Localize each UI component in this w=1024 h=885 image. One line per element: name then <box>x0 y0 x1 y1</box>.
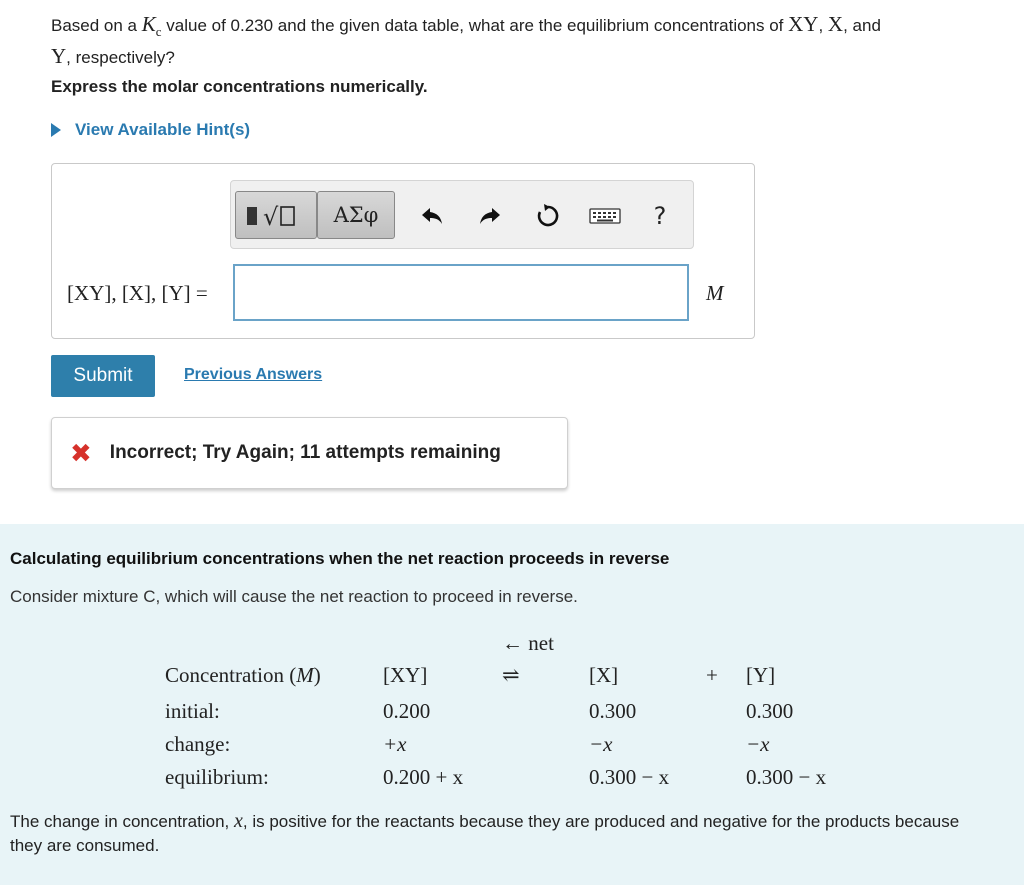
answer-unit: M <box>706 281 724 305</box>
answer-input[interactable] <box>233 264 689 321</box>
question-prefix: Based on a <box>51 16 142 35</box>
row-change-label: change: <box>165 732 231 756</box>
help-button[interactable]: ? <box>653 202 667 230</box>
header-y: [Y] <box>746 663 776 687</box>
row-initial-x: 0.300 <box>589 699 637 723</box>
row-initial-xy: 0.200 <box>383 699 431 723</box>
row-equilibrium-x: 0.300 − x <box>589 765 670 789</box>
kc-symbol: $K_c$ <box>141 12 162 40</box>
question-text: Based on a $K_c$ value of 0.230 and the given data table, what are the equilibrium concentrations of XY, X, and Y, respectively? <box>51 12 881 69</box>
question-mid: value of 0.230 and the given data table, what are the equilibrium concentrations of <box>161 16 789 35</box>
reset-icon[interactable] <box>531 199 565 233</box>
header-xy: [XY] <box>383 663 428 687</box>
hint-label: View Available Hint(s) <box>75 120 251 139</box>
instruction-text: Express the molar concentrations numerically. <box>51 77 428 96</box>
row-equilibrium-xy: 0.200 + x <box>383 765 464 789</box>
row-change-y: −x <box>746 732 770 756</box>
row-change-x: −x <box>589 732 613 756</box>
incorrect-x-icon: ✖ <box>70 437 92 468</box>
row-equilibrium-label: equilibrium: <box>165 765 269 789</box>
expand-triangle-icon <box>51 123 61 137</box>
answer-label: [XY], [X], [Y] = <box>67 281 208 305</box>
greek-symbols-button[interactable]: ΑΣφ <box>317 191 395 239</box>
submit-button[interactable]: Submit <box>51 355 155 397</box>
row-initial-label: initial: <box>165 699 220 723</box>
row-initial-y: 0.300 <box>746 699 794 723</box>
row-equilibrium-y: 0.300 − x <box>746 765 827 789</box>
concentration-header: Concentration (M) <box>165 663 321 687</box>
svg-text:√: √ <box>263 203 279 231</box>
symbol-x: X <box>827 12 844 36</box>
feedback-box <box>51 417 568 489</box>
net-reverse-label: ← net <box>502 631 554 655</box>
header-x: [X] <box>589 663 619 687</box>
header-plus: + <box>706 663 718 687</box>
question-suffix: , respectively? <box>66 48 175 68</box>
redo-icon[interactable] <box>473 199 507 233</box>
feedback-message: Incorrect; Try Again; 11 attempts remaining <box>109 442 501 463</box>
symbol-y: Y <box>51 44 67 69</box>
keyboard-icon[interactable] <box>585 199 625 233</box>
previous-answers-link[interactable]: Previous Answers <box>184 366 323 383</box>
panel-subtitle: Consider mixture C, which will cause the net reaction to proceed in reverse. <box>10 587 578 606</box>
panel-title: Calculating equilibrium concentrations when the net reaction proceeds in reverse <box>10 549 670 568</box>
undo-icon[interactable] <box>415 199 449 233</box>
panel-footer: The change in concentration, x, is positive for the reactants because they are produced and negative for the products because they are consumed. <box>10 810 960 855</box>
templates-icon <box>241 197 311 233</box>
symbol-xy: XY <box>788 12 819 36</box>
templates-button[interactable] <box>235 191 317 239</box>
row-change-xy: +x <box>383 732 407 756</box>
math-toolbar <box>230 180 694 249</box>
view-hints-link[interactable] <box>51 120 250 140</box>
equilibrium-arrow: ⇌ <box>502 663 520 687</box>
